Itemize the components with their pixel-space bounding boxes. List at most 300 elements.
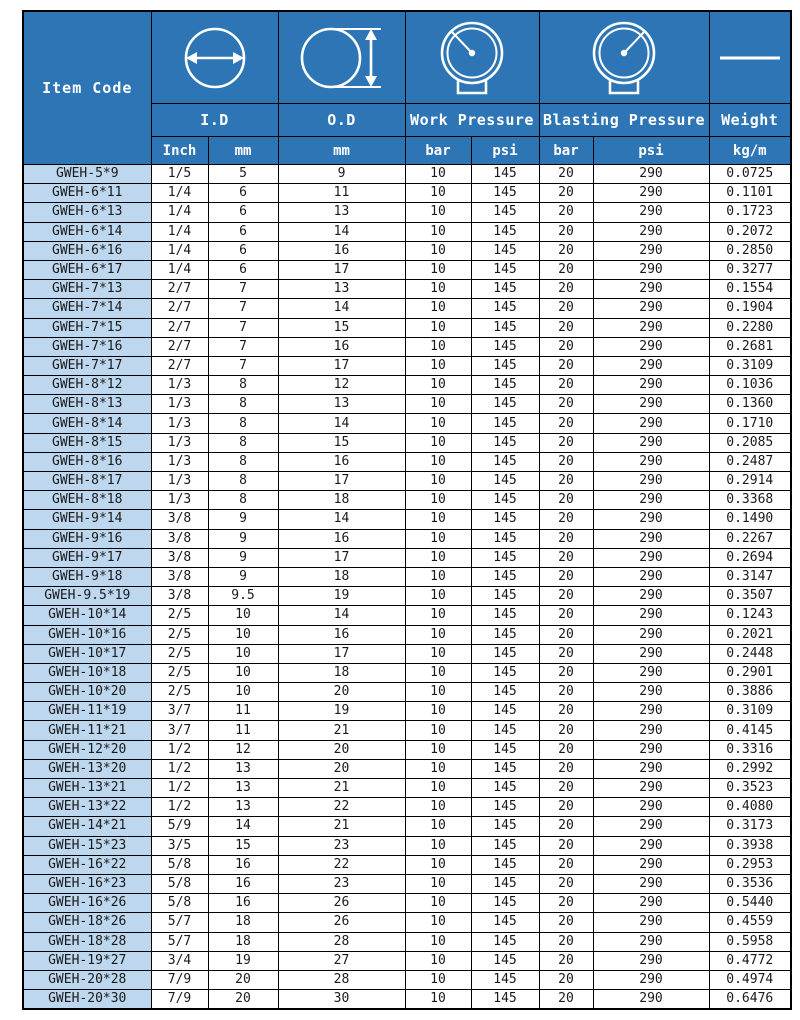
value-cell: 20 (539, 548, 593, 567)
value-cell: 290 (593, 414, 709, 433)
value-cell: 145 (471, 222, 539, 241)
value-cell: 17 (278, 356, 405, 375)
value-cell: 145 (471, 203, 539, 222)
table-row (23, 260, 791, 279)
id-icon-cell (151, 11, 278, 104)
weight-line-icon (710, 12, 791, 103)
value-cell: 2/5 (151, 683, 208, 702)
item-code-cell: GWEH-8*15 (23, 433, 151, 452)
value-cell: 145 (471, 414, 539, 433)
table-row (23, 779, 791, 798)
item-code-cell: GWEH-5*9 (23, 165, 151, 184)
value-cell: 8 (208, 395, 278, 414)
value-cell: 16 (208, 855, 278, 874)
value-cell: 290 (593, 990, 709, 1010)
value-cell: 10 (405, 222, 471, 241)
item-code-cell: GWEH-6*16 (23, 241, 151, 260)
value-cell: 10 (405, 759, 471, 778)
value-cell: 10 (405, 548, 471, 567)
value-cell: 14 (278, 510, 405, 529)
item-code-header: Item Code (23, 11, 151, 165)
value-cell: 10 (405, 491, 471, 510)
value-cell: 290 (593, 452, 709, 471)
value-cell: 10 (405, 587, 471, 606)
value-cell: 145 (471, 587, 539, 606)
value-cell: 145 (471, 318, 539, 337)
value-cell: 290 (593, 184, 709, 203)
table-row (23, 280, 791, 299)
value-cell: 20 (539, 337, 593, 356)
item-code-cell: GWEH-10*18 (23, 663, 151, 682)
table-row (23, 798, 791, 817)
unit-wp-psi: psi (471, 137, 539, 165)
table-row (23, 817, 791, 836)
value-cell: 0.5958 (709, 932, 791, 951)
item-code-cell: GWEH-9*14 (23, 510, 151, 529)
value-cell: 0.4974 (709, 970, 791, 989)
value-cell: 290 (593, 395, 709, 414)
table-row (23, 855, 791, 874)
value-cell: 290 (593, 472, 709, 491)
table-row (23, 299, 791, 318)
value-cell: 0.3316 (709, 740, 791, 759)
value-cell: 16 (278, 241, 405, 260)
value-cell: 5/7 (151, 913, 208, 932)
value-cell: 14 (278, 606, 405, 625)
value-cell: 145 (471, 644, 539, 663)
value-cell: 10 (405, 913, 471, 932)
value-cell: 290 (593, 855, 709, 874)
value-cell: 0.2901 (709, 663, 791, 682)
value-cell: 145 (471, 894, 539, 913)
value-cell: 290 (593, 759, 709, 778)
value-cell: 10 (405, 260, 471, 279)
value-cell: 10 (405, 836, 471, 855)
value-cell: 7 (208, 318, 278, 337)
item-code-cell: GWEH-7*14 (23, 299, 151, 318)
value-cell: 0.4772 (709, 951, 791, 970)
value-cell: 20 (539, 932, 593, 951)
value-cell: 7 (208, 337, 278, 356)
id-label: I.D (151, 104, 278, 137)
value-cell: 0.1360 (709, 395, 791, 414)
table-row (23, 548, 791, 567)
value-cell: 10 (405, 970, 471, 989)
value-cell: 16 (278, 452, 405, 471)
item-code-cell: GWEH-6*14 (23, 222, 151, 241)
value-cell: 0.0725 (709, 165, 791, 184)
value-cell: 0.2280 (709, 318, 791, 337)
value-cell: 8 (208, 433, 278, 452)
value-cell: 145 (471, 683, 539, 702)
value-cell: 13 (278, 395, 405, 414)
value-cell: 5/8 (151, 874, 208, 893)
value-cell: 2/7 (151, 337, 208, 356)
value-cell: 23 (278, 874, 405, 893)
value-cell: 145 (471, 356, 539, 375)
value-cell: 20 (539, 395, 593, 414)
value-cell: 0.3536 (709, 874, 791, 893)
value-cell: 145 (471, 567, 539, 586)
value-cell: 10 (405, 567, 471, 586)
value-cell: 20 (539, 702, 593, 721)
value-cell: 7/9 (151, 970, 208, 989)
table-row (23, 318, 791, 337)
item-code-cell: GWEH-11*21 (23, 721, 151, 740)
item-code-cell: GWEH-20*28 (23, 970, 151, 989)
value-cell: 10 (405, 798, 471, 817)
value-cell: 20 (539, 376, 593, 395)
value-cell: 145 (471, 874, 539, 893)
value-cell: 145 (471, 165, 539, 184)
item-code-cell: GWEH-14*21 (23, 817, 151, 836)
value-cell: 145 (471, 625, 539, 644)
value-cell: 9 (208, 529, 278, 548)
value-cell: 0.2072 (709, 222, 791, 241)
value-cell: 1/4 (151, 260, 208, 279)
value-cell: 9.5 (208, 587, 278, 606)
item-code-cell: GWEH-8*13 (23, 395, 151, 414)
value-cell: 10 (405, 241, 471, 260)
value-cell: 9 (208, 567, 278, 586)
value-cell: 20 (539, 356, 593, 375)
value-cell: 10 (405, 990, 471, 1010)
value-cell: 10 (405, 606, 471, 625)
value-cell: 290 (593, 529, 709, 548)
value-cell: 145 (471, 932, 539, 951)
value-cell: 20 (539, 184, 593, 203)
value-cell: 1/3 (151, 491, 208, 510)
value-cell: 145 (471, 836, 539, 855)
table-row (23, 970, 791, 989)
value-cell: 290 (593, 625, 709, 644)
value-cell: 0.2448 (709, 644, 791, 663)
value-cell: 290 (593, 817, 709, 836)
table-row (23, 376, 791, 395)
item-code-cell: GWEH-8*16 (23, 452, 151, 471)
value-cell: 10 (405, 203, 471, 222)
table-header (23, 11, 791, 165)
value-cell: 0.2850 (709, 241, 791, 260)
value-cell: 145 (471, 433, 539, 452)
value-cell: 0.3368 (709, 491, 791, 510)
value-cell: 3/7 (151, 702, 208, 721)
value-cell: 290 (593, 318, 709, 337)
value-cell: 290 (593, 798, 709, 817)
value-cell: 1/2 (151, 740, 208, 759)
table-row (23, 222, 791, 241)
value-cell: 0.4145 (709, 721, 791, 740)
value-cell: 10 (208, 644, 278, 663)
unit-bp-bar: bar (539, 137, 593, 165)
value-cell: 290 (593, 241, 709, 260)
value-cell: 1/5 (151, 165, 208, 184)
item-code-cell: GWEH-9*16 (23, 529, 151, 548)
value-cell: 0.2992 (709, 759, 791, 778)
item-code-cell: GWEH-6*11 (23, 184, 151, 203)
value-cell: 1/4 (151, 222, 208, 241)
value-cell: 21 (278, 721, 405, 740)
value-cell: 13 (208, 779, 278, 798)
value-cell: 7 (208, 280, 278, 299)
item-code-cell: GWEH-15*23 (23, 836, 151, 855)
value-cell: 5 (208, 165, 278, 184)
value-cell: 8 (208, 414, 278, 433)
value-cell: 1/3 (151, 395, 208, 414)
value-cell: 20 (539, 990, 593, 1010)
value-cell: 2/5 (151, 625, 208, 644)
item-code-cell: GWEH-16*26 (23, 894, 151, 913)
value-cell: 145 (471, 990, 539, 1010)
value-cell: 20 (539, 587, 593, 606)
value-cell: 10 (208, 683, 278, 702)
value-cell: 290 (593, 376, 709, 395)
table-body (23, 165, 791, 1010)
item-code-cell: GWEH-12*20 (23, 740, 151, 759)
value-cell: 10 (405, 779, 471, 798)
value-cell: 290 (593, 165, 709, 184)
value-cell: 290 (593, 337, 709, 356)
value-cell: 27 (278, 951, 405, 970)
value-cell: 20 (208, 990, 278, 1010)
value-cell: 145 (471, 970, 539, 989)
value-cell: 0.3523 (709, 779, 791, 798)
value-cell: 5/8 (151, 894, 208, 913)
value-cell: 145 (471, 779, 539, 798)
value-cell: 290 (593, 567, 709, 586)
value-cell: 20 (539, 855, 593, 874)
value-cell: 145 (471, 510, 539, 529)
value-cell: 2/7 (151, 299, 208, 318)
value-cell: 0.3173 (709, 817, 791, 836)
value-cell: 20 (539, 491, 593, 510)
value-cell: 1/2 (151, 759, 208, 778)
value-cell: 290 (593, 913, 709, 932)
value-cell: 20 (539, 472, 593, 491)
value-cell: 10 (405, 414, 471, 433)
value-cell: 10 (405, 932, 471, 951)
value-cell: 9 (278, 165, 405, 184)
value-cell: 0.1490 (709, 510, 791, 529)
value-cell: 10 (405, 318, 471, 337)
unit-od-mm: mm (278, 137, 405, 165)
unit-weight-kgm: kg/m (709, 137, 791, 165)
value-cell: 290 (593, 606, 709, 625)
item-code-cell: GWEH-8*17 (23, 472, 151, 491)
value-cell: 0.1036 (709, 376, 791, 395)
value-cell: 10 (405, 894, 471, 913)
table-row (23, 203, 791, 222)
value-cell: 3/8 (151, 587, 208, 606)
weight-label: Weight (709, 104, 791, 137)
item-code-cell: GWEH-16*22 (23, 855, 151, 874)
value-cell: 290 (593, 740, 709, 759)
item-code-cell: GWEH-6*17 (23, 260, 151, 279)
value-cell: 20 (539, 644, 593, 663)
value-cell: 0.1243 (709, 606, 791, 625)
item-code-cell: GWEH-11*19 (23, 702, 151, 721)
table-row (23, 529, 791, 548)
value-cell: 3/5 (151, 836, 208, 855)
value-cell: 20 (539, 165, 593, 184)
od-icon-cell (278, 11, 405, 104)
value-cell: 20 (539, 894, 593, 913)
value-cell: 14 (278, 414, 405, 433)
value-cell: 12 (208, 740, 278, 759)
value-cell: 7 (208, 299, 278, 318)
value-cell: 0.4559 (709, 913, 791, 932)
item-code-cell: GWEH-18*28 (23, 932, 151, 951)
value-cell: 20 (539, 874, 593, 893)
value-cell: 145 (471, 606, 539, 625)
value-cell: 11 (278, 184, 405, 203)
header-icons-row (23, 11, 791, 104)
value-cell: 290 (593, 587, 709, 606)
value-cell: 290 (593, 721, 709, 740)
item-code-cell: GWEH-10*20 (23, 683, 151, 702)
value-cell: 3/8 (151, 510, 208, 529)
value-cell: 20 (539, 414, 593, 433)
value-cell: 18 (208, 932, 278, 951)
value-cell: 145 (471, 759, 539, 778)
value-cell: 10 (405, 433, 471, 452)
value-cell: 15 (278, 433, 405, 452)
value-cell: 18 (278, 567, 405, 586)
value-cell: 10 (405, 683, 471, 702)
work-pressure-icon-cell (405, 11, 539, 104)
value-cell: 10 (405, 472, 471, 491)
table-row (23, 337, 791, 356)
value-cell: 10 (405, 644, 471, 663)
value-cell: 28 (278, 932, 405, 951)
item-code-cell: GWEH-18*26 (23, 913, 151, 932)
unit-id-mm: mm (208, 137, 278, 165)
table-row (23, 165, 791, 184)
value-cell: 16 (208, 874, 278, 893)
work-pressure-label: Work Pressure (405, 104, 539, 137)
table-row (23, 663, 791, 682)
table-row (23, 241, 791, 260)
blasting-pressure-gauge-icon (540, 12, 709, 103)
value-cell: 9 (208, 510, 278, 529)
item-code-cell: GWEH-16*23 (23, 874, 151, 893)
value-cell: 22 (278, 855, 405, 874)
value-cell: 20 (539, 452, 593, 471)
hose-spec-table (22, 10, 792, 1010)
value-cell: 20 (539, 970, 593, 989)
table-row (23, 472, 791, 491)
value-cell: 0.2021 (709, 625, 791, 644)
table-row (23, 913, 791, 932)
value-cell: 16 (208, 894, 278, 913)
value-cell: 145 (471, 663, 539, 682)
item-code-cell: GWEH-19*27 (23, 951, 151, 970)
value-cell: 17 (278, 644, 405, 663)
value-cell: 10 (405, 529, 471, 548)
value-cell: 145 (471, 241, 539, 260)
value-cell: 20 (539, 683, 593, 702)
value-cell: 1/3 (151, 472, 208, 491)
value-cell: 13 (278, 280, 405, 299)
value-cell: 145 (471, 337, 539, 356)
blasting-pressure-icon-cell (539, 11, 709, 104)
value-cell: 290 (593, 299, 709, 318)
item-code-cell: GWEH-20*30 (23, 990, 151, 1010)
table-row (23, 721, 791, 740)
table-row (23, 567, 791, 586)
value-cell: 16 (278, 529, 405, 548)
value-cell: 20 (278, 683, 405, 702)
value-cell: 290 (593, 510, 709, 529)
work-pressure-gauge-icon (406, 12, 539, 103)
value-cell: 290 (593, 222, 709, 241)
value-cell: 13 (208, 759, 278, 778)
value-cell: 3/8 (151, 567, 208, 586)
value-cell: 145 (471, 452, 539, 471)
table-row (23, 356, 791, 375)
value-cell: 20 (539, 740, 593, 759)
value-cell: 20 (278, 759, 405, 778)
value-cell: 20 (539, 759, 593, 778)
table-row (23, 644, 791, 663)
value-cell: 5/7 (151, 932, 208, 951)
value-cell: 20 (539, 567, 593, 586)
value-cell: 20 (539, 836, 593, 855)
value-cell: 20 (208, 970, 278, 989)
value-cell: 290 (593, 548, 709, 567)
value-cell: 0.2914 (709, 472, 791, 491)
item-code-cell: GWEH-8*18 (23, 491, 151, 510)
value-cell: 11 (208, 721, 278, 740)
item-code-cell: GWEH-7*13 (23, 280, 151, 299)
table-row (23, 836, 791, 855)
value-cell: 20 (539, 951, 593, 970)
value-cell: 10 (405, 702, 471, 721)
value-cell: 0.5440 (709, 894, 791, 913)
value-cell: 0.1710 (709, 414, 791, 433)
value-cell: 14 (278, 299, 405, 318)
value-cell: 145 (471, 721, 539, 740)
value-cell: 20 (539, 721, 593, 740)
value-cell: 20 (539, 222, 593, 241)
unit-bp-psi: psi (593, 137, 709, 165)
table-row (23, 433, 791, 452)
value-cell: 290 (593, 894, 709, 913)
value-cell: 26 (278, 913, 405, 932)
item-code-cell: GWEH-8*12 (23, 376, 151, 395)
value-cell: 10 (405, 510, 471, 529)
value-cell: 10 (405, 452, 471, 471)
value-cell: 0.4080 (709, 798, 791, 817)
value-cell: 7 (208, 356, 278, 375)
item-code-cell: GWEH-6*13 (23, 203, 151, 222)
value-cell: 17 (278, 472, 405, 491)
value-cell: 290 (593, 433, 709, 452)
value-cell: 14 (208, 817, 278, 836)
value-cell: 0.3507 (709, 587, 791, 606)
item-code-cell: GWEH-9*18 (23, 567, 151, 586)
value-cell: 10 (405, 740, 471, 759)
value-cell: 145 (471, 529, 539, 548)
value-cell: 145 (471, 376, 539, 395)
item-code-cell: GWEH-7*16 (23, 337, 151, 356)
value-cell: 0.3938 (709, 836, 791, 855)
value-cell: 21 (278, 779, 405, 798)
value-cell: 145 (471, 951, 539, 970)
value-cell: 1/2 (151, 798, 208, 817)
value-cell: 11 (208, 702, 278, 721)
value-cell: 15 (208, 836, 278, 855)
